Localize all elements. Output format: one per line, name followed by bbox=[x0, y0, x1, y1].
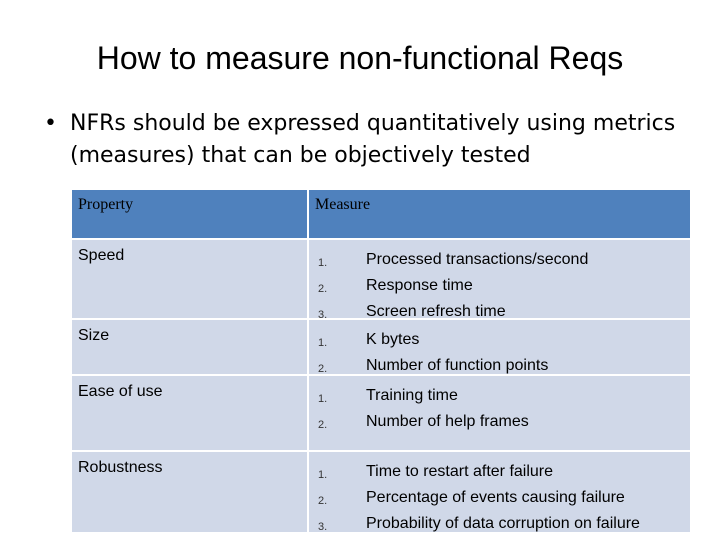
bullet-dot-icon: • bbox=[44, 111, 57, 136]
table-row bbox=[72, 240, 690, 320]
item-number: 3. bbox=[318, 309, 328, 321]
table-row bbox=[72, 452, 690, 534]
bullet-point bbox=[44, 108, 684, 172]
item-number: 3. bbox=[318, 521, 328, 533]
item-number: 2. bbox=[318, 419, 328, 431]
property-cell: Robustness bbox=[72, 452, 309, 534]
table-row bbox=[72, 320, 690, 376]
item-text: Number of function points bbox=[366, 357, 549, 374]
measure-cell bbox=[309, 320, 690, 376]
list-item bbox=[315, 273, 684, 299]
slide-title: How to measure non-functional Reqs bbox=[96, 40, 624, 76]
item-text: K bytes bbox=[366, 331, 420, 348]
table-row bbox=[72, 376, 690, 452]
item-number: 2. bbox=[318, 363, 328, 375]
item-text: Percentage of events causing failure bbox=[366, 489, 625, 506]
header-property: Property bbox=[72, 190, 309, 240]
measure-list bbox=[315, 456, 684, 537]
table-header-row bbox=[72, 190, 690, 240]
list-item bbox=[315, 485, 684, 511]
measure-cell bbox=[309, 376, 690, 452]
list-item bbox=[315, 247, 684, 273]
item-text: Probability of data corruption on failure bbox=[366, 515, 640, 532]
item-number: 2. bbox=[318, 283, 328, 295]
item-text: Time to restart after failure bbox=[366, 463, 554, 480]
list-item bbox=[315, 383, 684, 409]
item-text: Training time bbox=[366, 387, 458, 404]
item-text: Screen refresh time bbox=[366, 303, 506, 320]
header-measure: Measure bbox=[309, 190, 690, 240]
item-text: Response time bbox=[366, 277, 473, 294]
list-item bbox=[315, 409, 684, 435]
item-number: 1. bbox=[318, 469, 328, 481]
item-number: 1. bbox=[318, 257, 328, 269]
property-cell: Speed bbox=[72, 240, 309, 320]
measure-list bbox=[315, 380, 684, 435]
list-item bbox=[315, 459, 684, 485]
measure-cell bbox=[309, 452, 690, 534]
item-number: 2. bbox=[318, 495, 328, 507]
property-cell: Ease of use bbox=[72, 376, 309, 452]
item-number: 1. bbox=[318, 337, 328, 349]
item-number: 1. bbox=[318, 393, 328, 405]
property-cell: Size bbox=[72, 320, 309, 376]
item-text: Processed transactions/second bbox=[366, 251, 589, 268]
measure-cell bbox=[309, 240, 690, 320]
measures-table bbox=[72, 190, 690, 534]
measure-list bbox=[315, 244, 684, 325]
list-item bbox=[315, 511, 684, 537]
item-text: Number of help frames bbox=[366, 413, 529, 430]
measure-list bbox=[315, 324, 684, 379]
bullet-text: NFRs should be expressed quantitatively using metrics (measures) that can be objectively tested bbox=[70, 111, 676, 168]
list-item bbox=[315, 327, 684, 353]
